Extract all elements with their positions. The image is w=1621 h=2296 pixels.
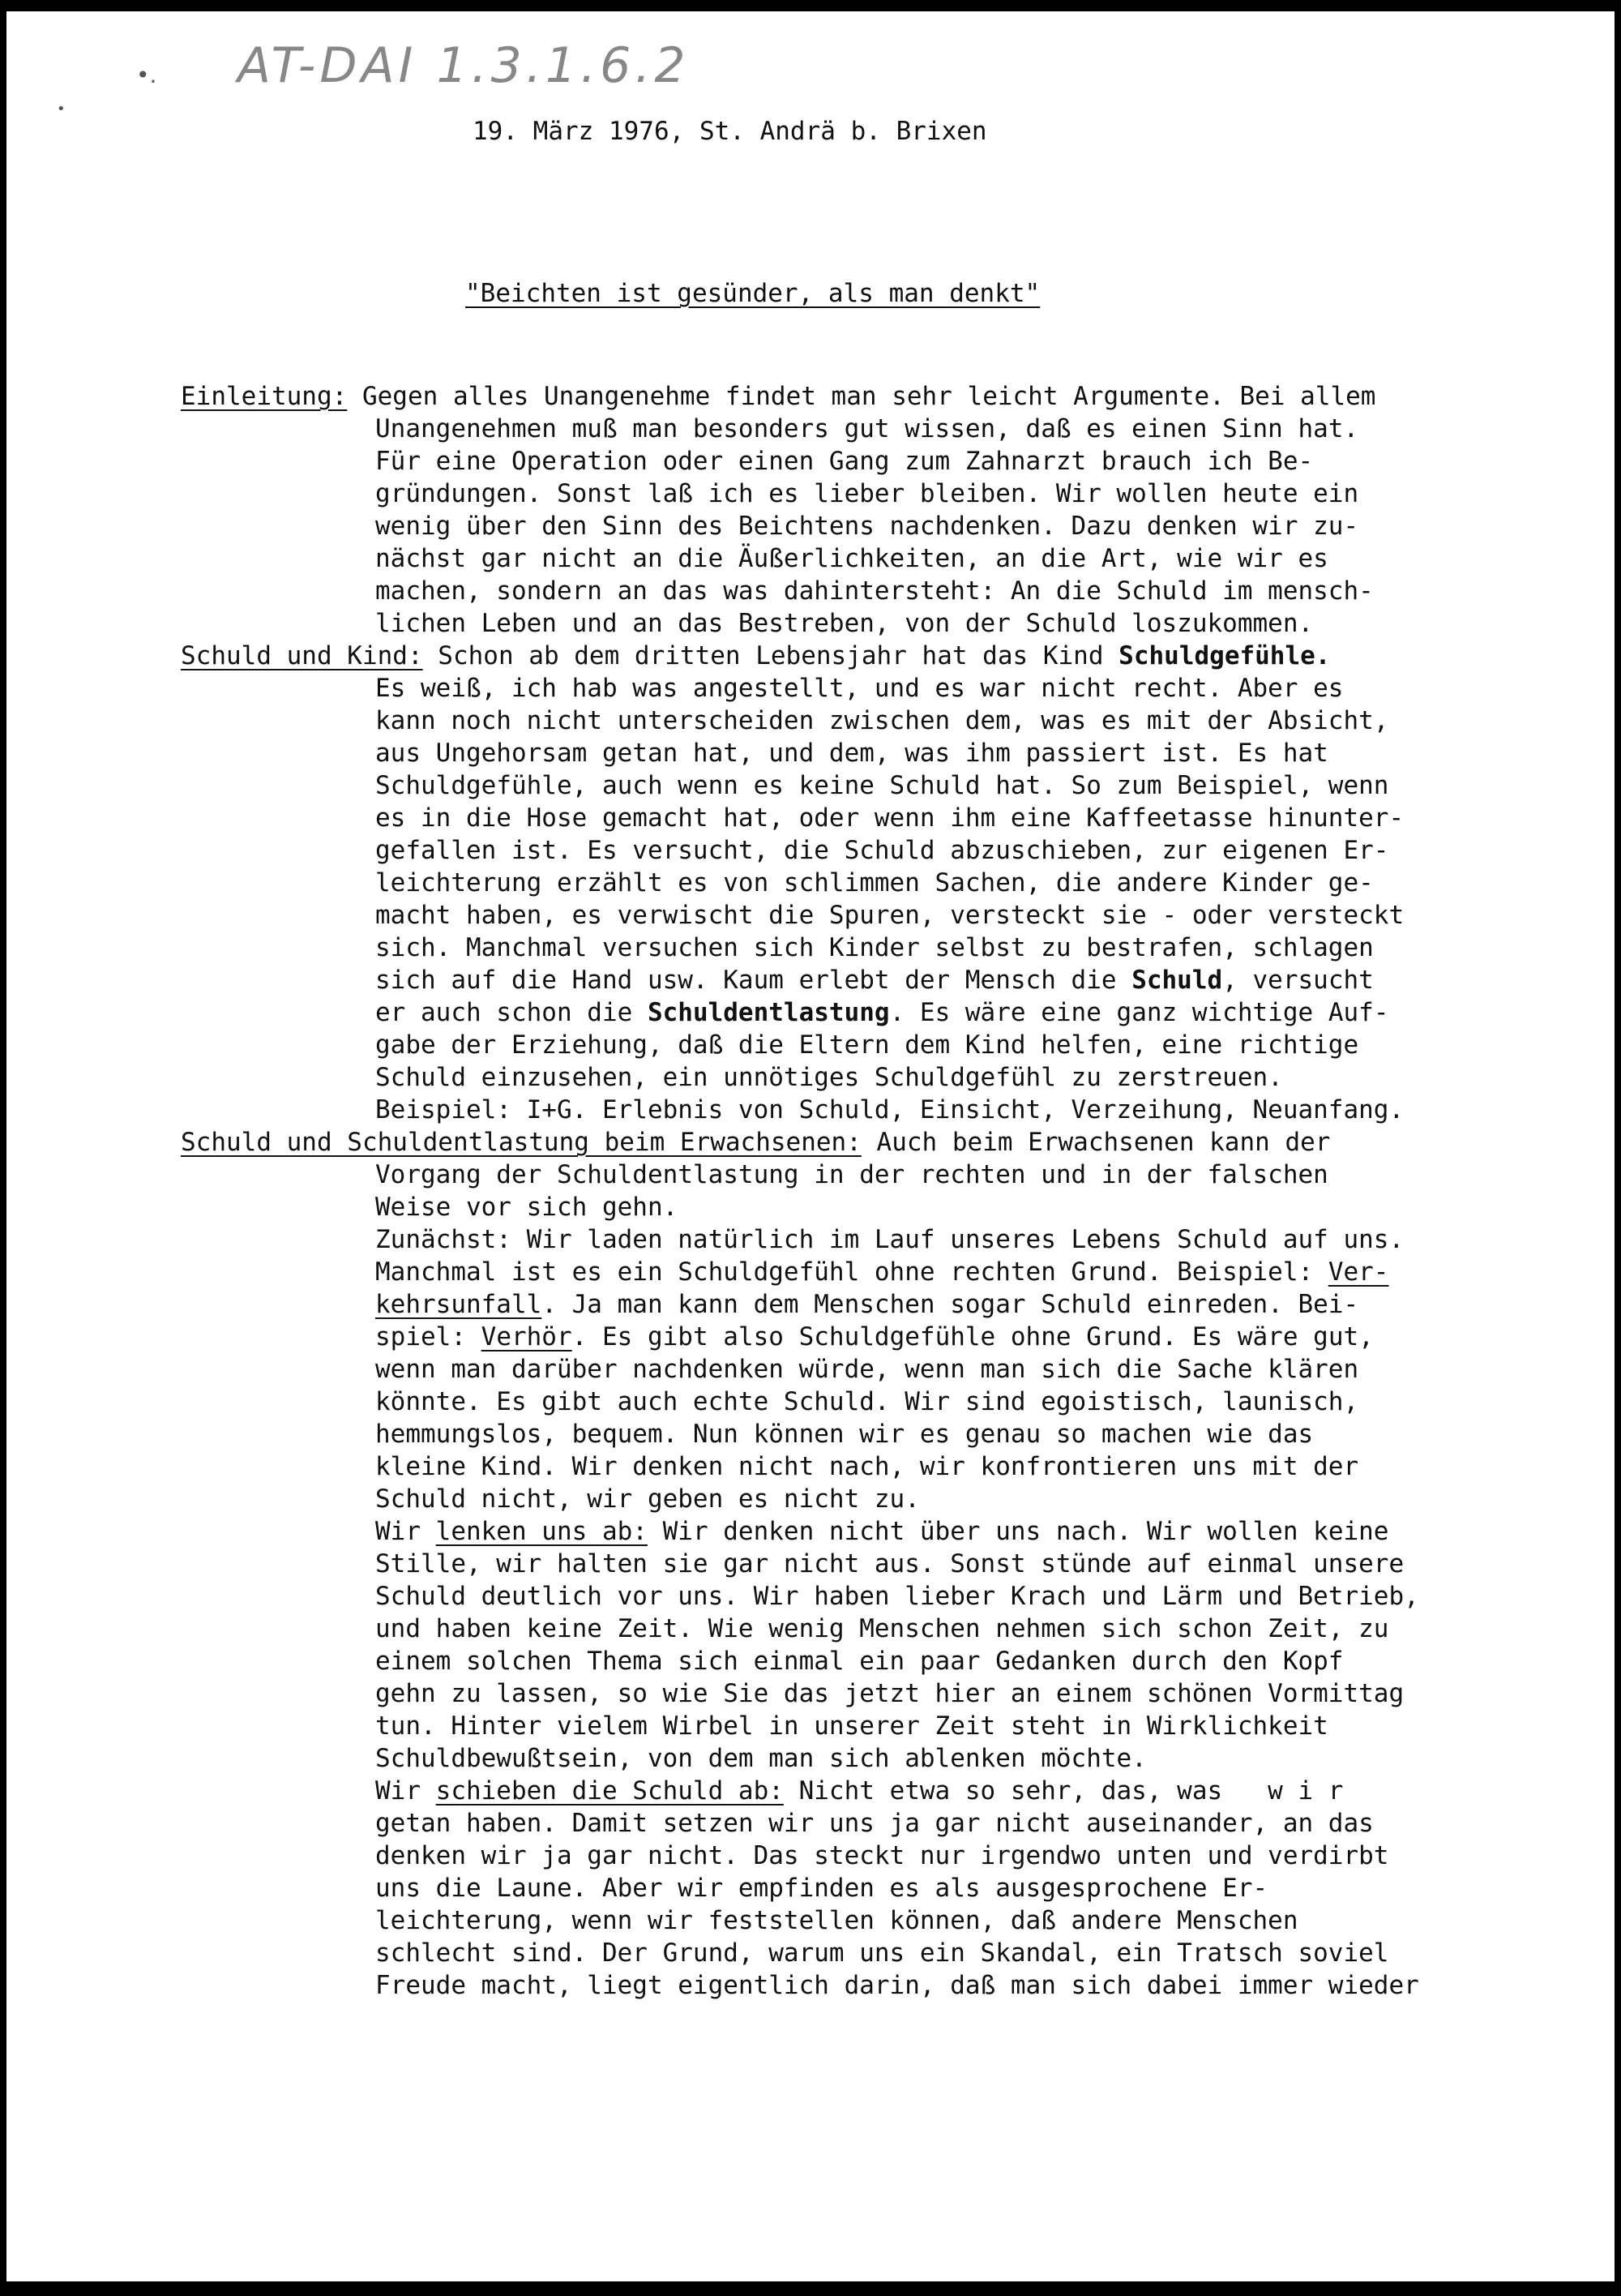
text-line: Schuld deutlich vor uns. Wir haben lieber Krach und Lärm und Betrieb,	[375, 1582, 1419, 1611]
text-line	[375, 1775, 1575, 1807]
text-line: macht haben, es verwischt die Spuren, versteckt sie - oder versteckt	[375, 901, 1405, 930]
text-line: Vorgang der Schuldentlastung in der rechten und in der falschen	[375, 1160, 1328, 1189]
text-line: und haben keine Zeit. Wie wenig Menschen nehmen sich schon Zeit, zu	[375, 1614, 1389, 1643]
text-line: Auch beim Erwachsenen kann der	[876, 1128, 1331, 1157]
text-line: wenig über den Sinn des Beichtens nachdenken. Dazu denken wir zu-	[375, 512, 1359, 541]
text-line: Für eine Operation oder einen Gang zum Zahnarzt brauch ich Be-	[375, 447, 1314, 476]
text-line: denken wir ja gar nicht. Das steckt nur irgendwo unten und verdirbt	[375, 1841, 1389, 1870]
document-page	[6, 11, 1615, 2281]
section-schuld-erwachsene	[181, 1126, 1575, 2002]
text-line: machen, sondern an das was dahintersteht: An die Schuld im mensch-	[375, 576, 1374, 606]
text-line: Schuld nicht, wir geben es nicht zu.	[375, 1484, 920, 1514]
text-segment: Nicht etwa so sehr, das, was w i r	[783, 1776, 1344, 1806]
text-line: kleine Kind. Wir denken nicht nach, wir konfrontieren uns mit der	[375, 1452, 1359, 1481]
underlined-term: kehrsunfall	[375, 1290, 542, 1319]
text-line: gefallen ist. Es versucht, die Schuld abzuschieben, zur eigenen Er-	[375, 836, 1389, 865]
text-line: sich. Manchmal versuchen sich Kinder selbst zu bestrafen, schlagen	[375, 933, 1374, 962]
text-line: Stille, wir halten sie gar nicht aus. Sonst stünde auf einmal unsere	[375, 1549, 1405, 1578]
text-segment: Wir	[375, 1517, 436, 1546]
text-line: nächst gar nicht an die Äußerlichkeiten, an die Art, wie wir es	[375, 544, 1328, 573]
bold-term: Schuld	[1131, 966, 1223, 995]
text-line: kann noch nicht unterscheiden zwischen dem, was es mit der Absicht,	[375, 706, 1389, 735]
ink-dots-mark: •.	[136, 62, 157, 88]
section-heading: Einleitung:	[181, 382, 348, 411]
section-heading: Schuld und Schuldentlastung beim Erwachsenen:	[181, 1128, 862, 1157]
document-title: "Beichten ist gesünder, als man denkt"	[465, 279, 1041, 308]
underlined-term: Verhör	[481, 1322, 572, 1351]
text-segment: , versucht	[1222, 966, 1374, 995]
text-line: tun. Hinter vielem Wirbel in unserer Zeit steht in Wirklichkeit	[375, 1711, 1328, 1741]
text-line	[375, 1515, 1575, 1548]
text-line	[375, 1256, 1575, 1288]
text-segment: Wir	[375, 1776, 436, 1806]
text-line: könnte. Es gibt auch echte Schuld. Wir sind egoistisch, launisch,	[375, 1387, 1359, 1416]
document-body	[181, 380, 1575, 2002]
text-line: Unangenehmen muß man besonders gut wissen, daß es einen Sinn hat.	[375, 414, 1359, 443]
text-line: gabe der Erziehung, daß die Eltern dem Kind helfen, eine richtige	[375, 1030, 1359, 1060]
text-segment: Manchmal ist es ein Schuldgefühl ohne rechten Grund. Beispiel:	[375, 1257, 1328, 1287]
section-einleitung	[181, 380, 1575, 640]
date-line: 19. März 1976, St. Andrä b. Brixen	[473, 117, 987, 146]
text-segment: sich auf die Hand usw. Kaum erlebt der Mensch die	[375, 966, 1132, 995]
text-line	[375, 1288, 1575, 1321]
text-segment: Wir denken nicht über uns nach. Wir wollen keine	[647, 1517, 1389, 1546]
text-line: leichterung, wenn wir feststellen können, daß andere Menschen	[375, 1906, 1298, 1935]
text-line: Schuld einzusehen, ein unnötiges Schuldgefühl zu zerstreuen.	[375, 1063, 1283, 1092]
text-line: es in die Hose gemacht hat, oder wenn ihm eine Kaffeetasse hinunter-	[375, 803, 1405, 833]
text-line: leichterung erzählt es von schlimmen Sachen, die andere Kinder ge-	[375, 868, 1374, 897]
text-line: getan haben. Damit setzen wir uns ja gar nicht auseinander, an das	[375, 1809, 1374, 1838]
text-line: Weise vor sich gehn.	[375, 1193, 678, 1222]
section-heading: Schuld und Kind:	[181, 641, 423, 670]
text-segment: . Es gibt also Schuldgefühle ohne Grund. Es wäre gut,	[571, 1322, 1374, 1351]
underlined-term: schieben die Schuld ab:	[435, 1776, 784, 1806]
text-line	[375, 1321, 1575, 1353]
text-line: Schuldgefühle, auch wenn es keine Schuld hat. So zum Beispiel, wenn	[375, 771, 1389, 800]
archive-signature-handwritten: AT-DAI 1.3.1.6.2	[237, 37, 690, 94]
text-line: schlecht sind. Der Grund, warum uns ein Skandal, ein Tratsch soviel	[375, 1938, 1389, 1968]
text-segment: Schon ab dem dritten Lebensjahr hat das Kind	[438, 641, 1119, 670]
text-line: gehn zu lassen, so wie Sie das jetzt hier an einem schönen Vormittag	[375, 1679, 1405, 1708]
text-segment: spiel:	[375, 1322, 481, 1351]
text-line: Gegen alles Unangenehme findet man sehr leicht Argumente. Bei allem	[361, 382, 1376, 411]
text-line: gründungen. Sonst laß ich es lieber bleiben. Wir wollen heute ein	[375, 479, 1359, 508]
text-segment: er auch schon die	[375, 998, 648, 1027]
text-line: Zunächst: Wir laden natürlich im Lauf unseres Lebens Schuld auf uns.	[375, 1225, 1405, 1254]
text-line	[375, 996, 1575, 1029]
section-schuld-und-kind	[181, 640, 1575, 1126]
text-line: Beispiel: I+G. Erlebnis von Schuld, Einsicht, Verzeihung, Neuanfang.	[375, 1095, 1405, 1124]
text-line: wenn man darüber nachdenken würde, wenn man sich die Sache klären	[375, 1355, 1359, 1384]
text-line: lichen Leben und an das Bestreben, von der Schuld loszukommen.	[375, 609, 1314, 638]
text-segment: . Es wäre eine ganz wichtige Auf-	[889, 998, 1389, 1027]
bold-term: Schuldentlastung	[647, 998, 890, 1027]
ink-dot-mark: •	[57, 101, 66, 118]
text-line: aus Ungehorsam getan hat, und dem, was ihm passiert ist. Es hat	[375, 739, 1328, 768]
text-segment: . Ja man kann dem Menschen sogar Schuld einreden. Bei-	[541, 1290, 1359, 1319]
text-line: uns die Laune. Aber wir empfinden es als ausgesprochene Er-	[375, 1874, 1268, 1903]
text-line: Schuldbewußtsein, von dem man sich ablenken möchte.	[375, 1744, 1147, 1773]
text-line: einem solchen Thema sich einmal ein paar Gedanken durch den Kopf	[375, 1647, 1344, 1676]
bold-term: Schuldgefühle.	[1118, 641, 1331, 670]
underlined-term: lenken uns ab:	[435, 1517, 648, 1546]
text-line: hemmungslos, bequem. Nun können wir es genau so machen wie das	[375, 1420, 1314, 1449]
text-line: Freude macht, liegt eigentlich darin, daß man sich dabei immer wieder	[375, 1971, 1419, 2000]
text-line: Es weiß, ich hab was angestellt, und es war nicht recht. Aber es	[375, 674, 1344, 703]
text-line	[375, 964, 1575, 996]
underlined-term: Ver-	[1328, 1257, 1389, 1287]
